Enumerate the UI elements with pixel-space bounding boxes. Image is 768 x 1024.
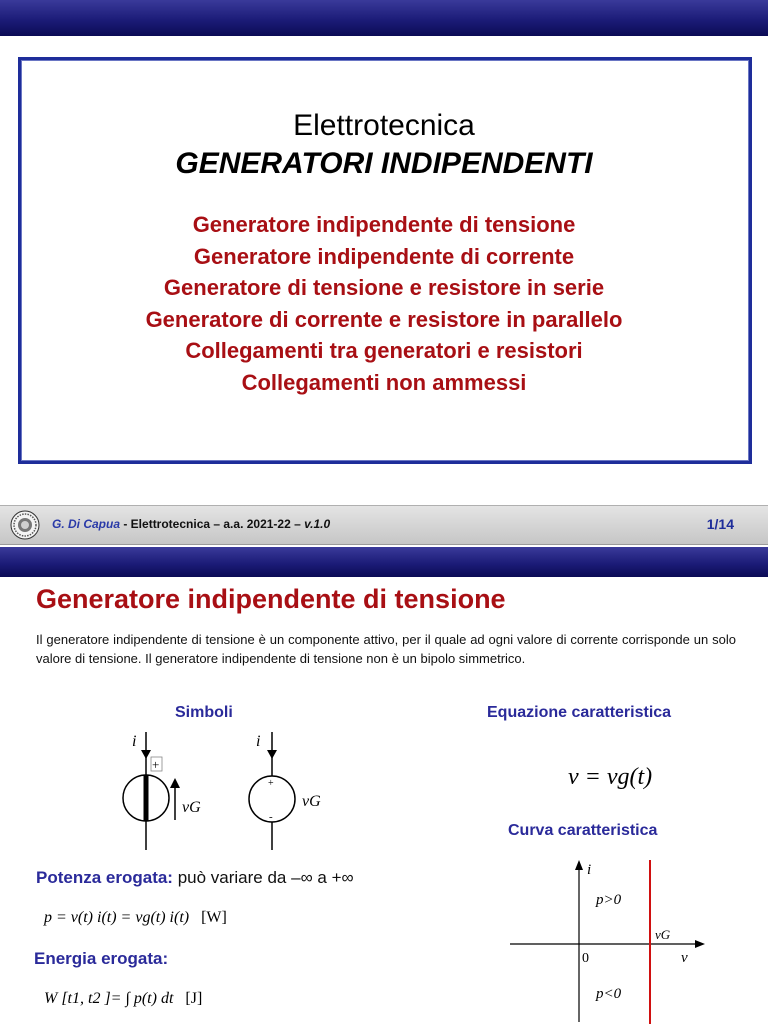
voltage-label: vG <box>182 799 201 816</box>
current-label: i <box>132 733 137 750</box>
x-axis-label: v <box>681 950 688 966</box>
vg-label: vG <box>655 927 671 942</box>
slide1-subtitle: GENERATORI INDIPENDENTI <box>175 147 593 180</box>
power-unit: [W] <box>201 909 227 926</box>
y-axis-label: i <box>587 862 592 878</box>
positive-power-label: p>0 <box>596 892 622 908</box>
current-arrow-icon <box>141 750 151 759</box>
power-equation: p = v(t) i(t) = vg(t) i(t) [W] <box>44 909 227 926</box>
symbols-heading: Simboli <box>175 704 233 721</box>
voltage-label: vG <box>302 793 321 810</box>
characteristic-curve <box>505 852 715 1024</box>
negative-power-label: p<0 <box>596 986 622 1002</box>
current-label: i <box>256 733 261 750</box>
power-range: può variare da –∞ a +∞ <box>172 868 354 887</box>
topic-item: Generatore di corrente e resistore in parallelo <box>145 306 623 332</box>
intro-paragraph: Il generatore indipendente di tensione è un componente attivo, per il quale ad ogni valore di corrente corrisponde un solo valore di tensione. Il generatore indipendente di tensione non è un bipolo simmetrico. <box>36 632 736 666</box>
topics-list <box>0 209 768 398</box>
topic-item: Collegamenti non ammessi <box>241 369 527 395</box>
slide1-top-bar <box>0 0 768 36</box>
x-axis-arrow-icon <box>695 940 705 948</box>
slide2-title: Generatore indipendente di tensione <box>36 584 506 614</box>
topic-item: Collegamenti tra generatori e resistori <box>185 338 583 363</box>
current-arrow-icon <box>267 750 277 759</box>
footer-course: - Elettrotecnica – a.a. 2021-22 – <box>120 517 305 531</box>
university-seal-icon <box>10 510 40 540</box>
characteristic-equation: v = vg(t) <box>568 764 653 790</box>
y-axis-arrow-icon <box>575 860 583 870</box>
energy-unit: [J] <box>185 990 203 1007</box>
equation-heading: Equazione caratteristica <box>487 704 672 721</box>
footer-credits <box>52 517 330 531</box>
topic-item: Generatore di tensione e resistore in serie <box>163 275 605 300</box>
slide1-title: Elettrotecnica <box>293 109 475 142</box>
energy-label: Energia erogata: <box>34 949 169 968</box>
origin-label: 0 <box>582 951 589 966</box>
power-label: Potenza erogata: <box>36 868 173 887</box>
plus-sign: + <box>152 757 160 772</box>
topic-item: Generatore indipendente di corrente <box>193 243 575 269</box>
footer-author: G. Di Capua <box>52 517 121 531</box>
slide-footer <box>0 505 768 545</box>
page-number: 1/14 <box>706 516 734 532</box>
footer-version: v.1.0 <box>304 517 331 531</box>
slide2-top-bar <box>0 547 768 577</box>
power-line <box>36 868 354 888</box>
plus-sign: + <box>268 778 274 789</box>
symbols-diagram <box>110 728 350 864</box>
voltage-arrow-icon <box>170 778 180 788</box>
topic-item: Generatore indipendente di tensione <box>192 212 576 237</box>
energy-equation: W [t1, t2 ]= ∫ p(t) dt [J] <box>44 990 203 1007</box>
minus-sign: - <box>269 811 273 823</box>
curve-heading: Curva caratteristica <box>508 822 658 839</box>
